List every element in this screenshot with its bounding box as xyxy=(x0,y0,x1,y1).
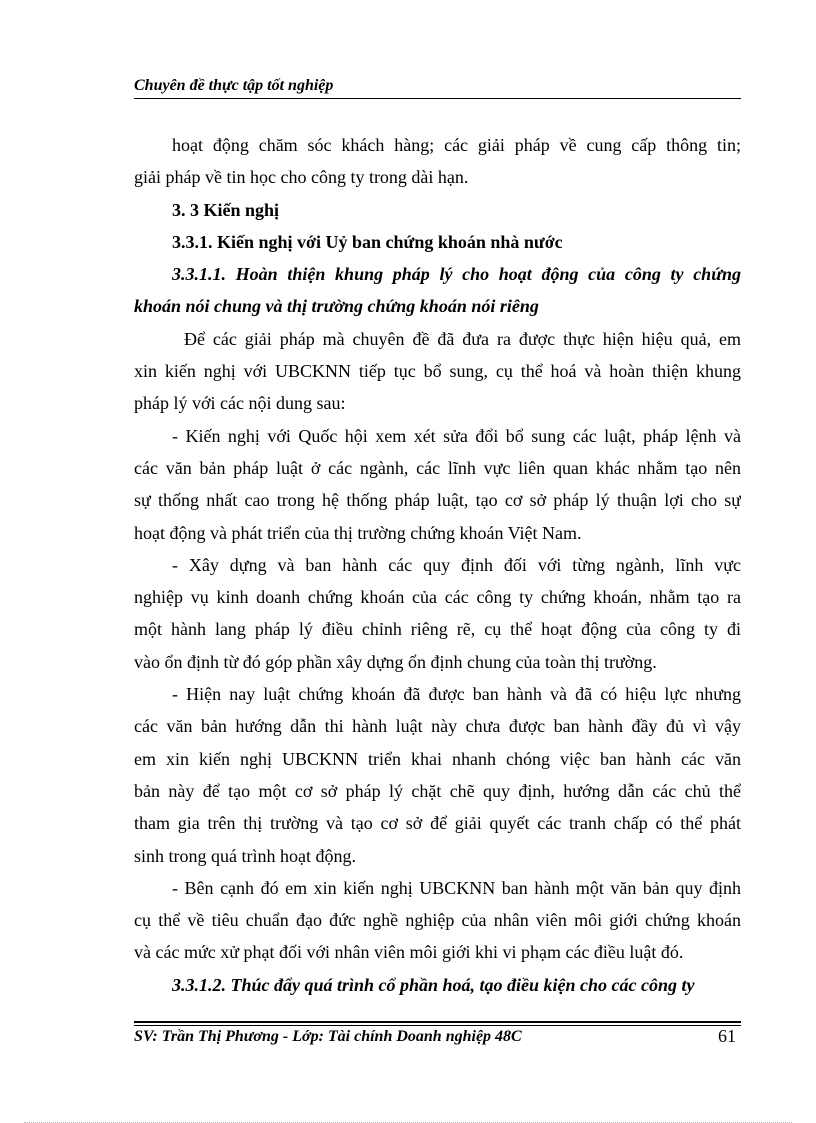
paragraph-line: xin kiến nghị với UBCKNN tiếp tục bổ sung, cụ thể hoá và hoàn thiện khung xyxy=(134,361,741,382)
subsection-heading: 3.3.1. Kiến nghị với Uỷ ban chứng khoán nhà nước xyxy=(172,231,563,252)
paragraph-line: một hành lang pháp lý điều chỉnh riêng rẽ, cụ thể hoạt động của công ty đi xyxy=(134,619,741,640)
body-text xyxy=(134,129,741,1001)
page-number: 61 xyxy=(718,1026,736,1046)
paragraph-line: pháp lý với các nội dung sau: xyxy=(134,393,346,414)
paragraph-line: vào ổn định từ đó góp phần xây dựng ổn định chung của toàn thị trường. xyxy=(134,651,657,672)
paragraph-line: cụ thể về tiêu chuẩn đạo đức nghề nghiệp của nhân viên môi giới chứng khoán xyxy=(134,910,741,931)
paragraph-line: Để các giải pháp mà chuyên đề đã đưa ra được thực hiện hiệu quả, em xyxy=(184,328,741,349)
paragraph-line: sinh trong quá trình hoạt động. xyxy=(134,845,356,866)
paragraph-line: hoạt động chăm sóc khách hàng; các giải pháp về cung cấp thông tin; xyxy=(172,135,741,155)
paragraph-line: các văn bản pháp luật ở các ngành, các lĩnh vực liên quan khác nhằm tạo nên xyxy=(134,457,741,478)
paragraph-line: bản này để tạo một cơ sở pháp lý chặt chẽ quy định, hướng dẫn các chủ thể xyxy=(134,780,741,801)
paragraph-line: các văn bản hướng dẫn thi hành luật này chưa được ban hành đầy đủ vì vậy xyxy=(134,716,741,737)
paragraph-line: và các mức xử phạt đối với nhân viên môi giới khi vi phạm các điều luật đó. xyxy=(134,942,684,963)
subsubsection-heading: 3.3.1.1. Hoàn thiện khung pháp lý cho hoạt động của công ty chứng xyxy=(172,264,741,285)
paragraph-line: - Bên cạnh đó em xin kiến nghị UBCKNN ban hành một văn bản quy định xyxy=(172,877,741,898)
page-header: Chuyên đề thực tập tốt nghiệp xyxy=(134,74,741,99)
subsubsection-heading: 3.3.1.2. Thúc đẩy quá trình cổ phần hoá, tạo điều kiện cho các công ty xyxy=(172,974,695,995)
paragraph-line: sự thống nhất cao trong hệ thống pháp luật, tạo cơ sở pháp lý thuận lợi cho sự xyxy=(134,490,741,511)
footer-rule xyxy=(134,1021,741,1023)
paragraph-line: em xin kiến nghị UBCKNN triển khai nhanh chóng việc ban hành các văn xyxy=(134,748,741,769)
paragraph-line: - Xây dựng và ban hành các quy định đối với từng ngành, lĩnh vực xyxy=(172,554,741,575)
section-heading: 3. 3 Kiến nghị xyxy=(172,199,280,220)
paragraph-line: hoạt động và phát triển của thị trường chứng khoán Việt Nam. xyxy=(134,522,582,543)
paragraph-line: giải pháp về tin học cho công ty trong dài hạn. xyxy=(134,167,469,188)
paragraph-line: - Hiện nay luật chứng khoán đã được ban hành và đã có hiệu lực nhưng xyxy=(172,684,741,705)
footer-student-info: SV: Trần Thị Phương - Lớp: Tài chính Doanh nghiệp 48C xyxy=(134,1028,522,1045)
footer-rule-thin xyxy=(134,1025,741,1026)
paragraph-line: - Kiến nghị với Quốc hội xem xét sửa đổi bổ sung các luật, pháp lệnh và xyxy=(172,425,741,446)
paragraph-line: nghiệp vụ kinh doanh chứng khoán của các công ty chứng khoán, nhằm tạo ra xyxy=(134,587,741,608)
paragraph-line: tham gia trên thị trường và tạo cơ sở để giải quyết các tranh chấp có thể phát xyxy=(134,813,741,834)
subsubsection-heading: khoán nói chung và thị trường chứng khoán nói riêng xyxy=(134,296,539,317)
